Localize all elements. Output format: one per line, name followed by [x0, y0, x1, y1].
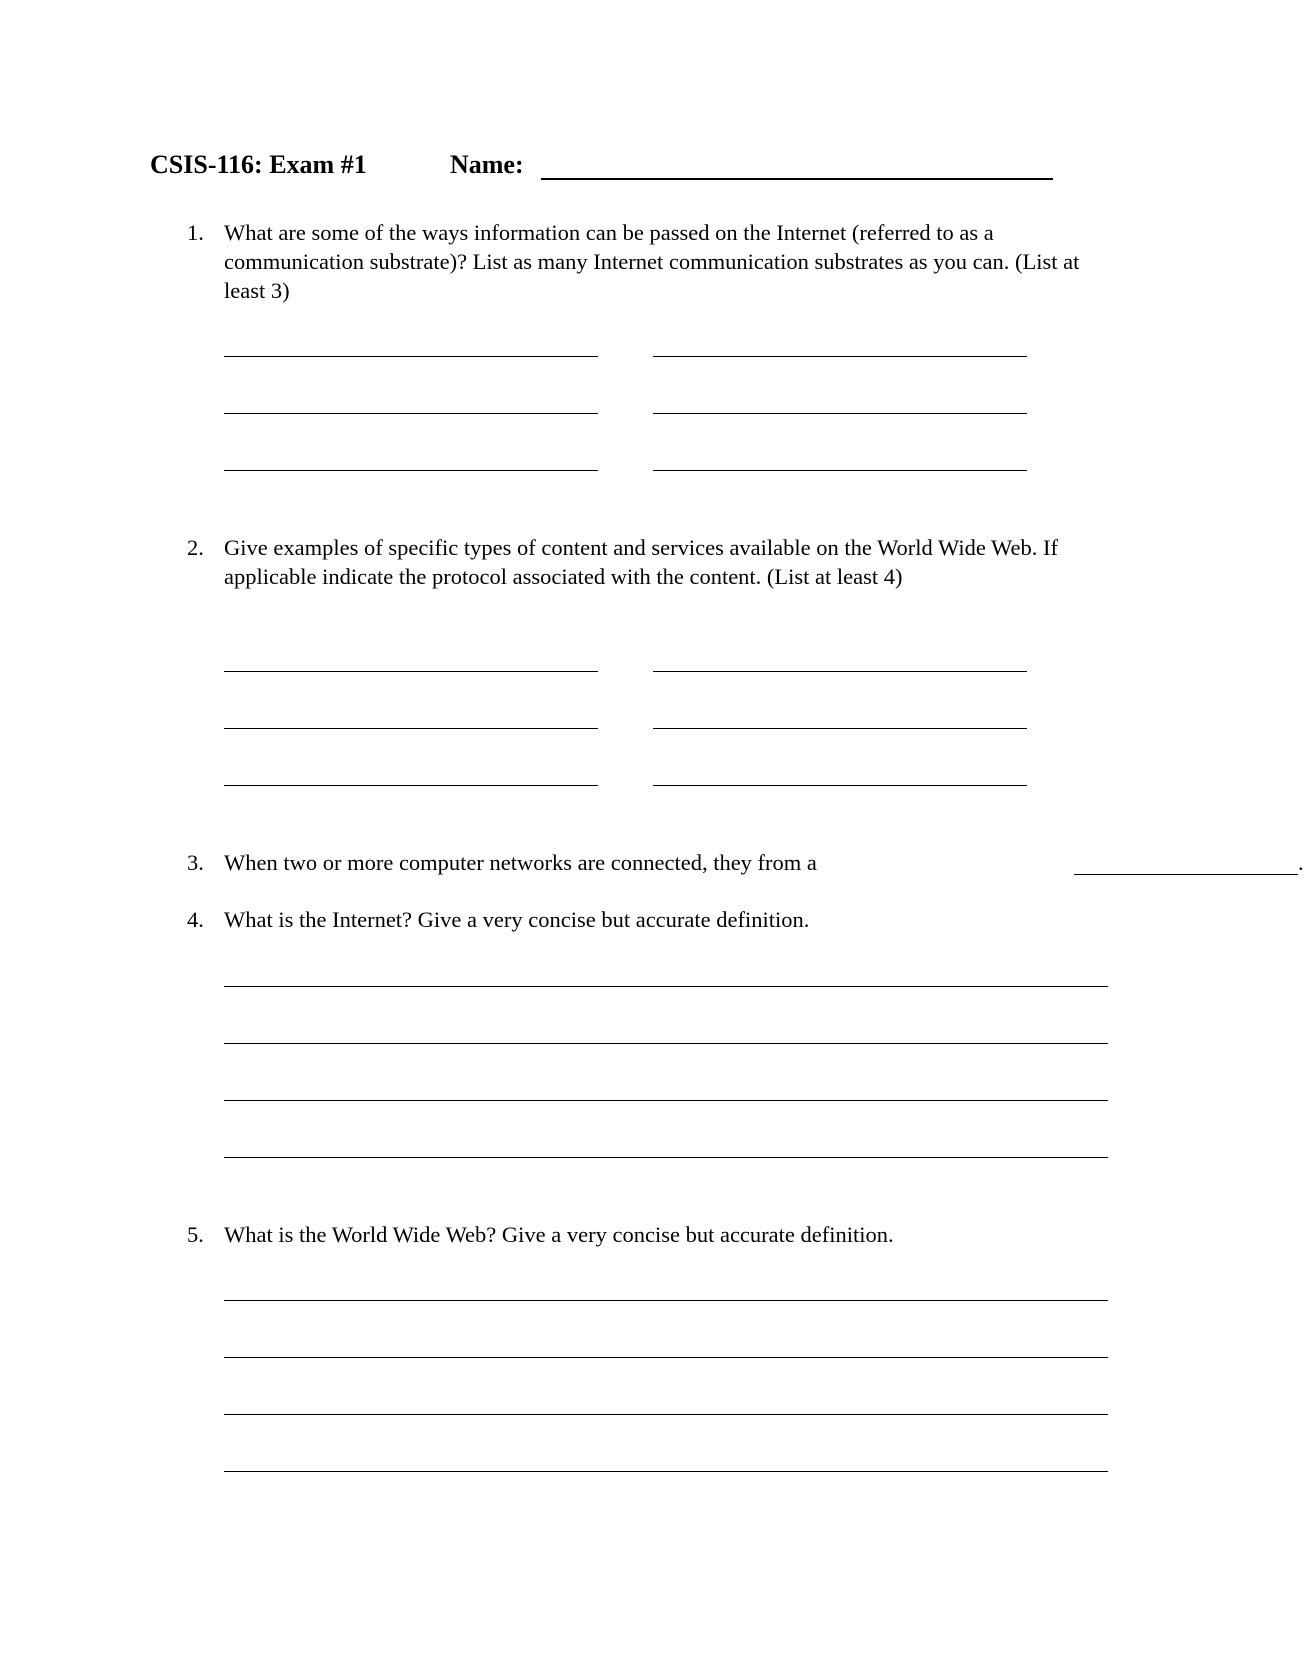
question-number: 5. [187, 1222, 204, 1247]
answer-line[interactable] [224, 1357, 1108, 1358]
answer-line[interactable] [653, 671, 1027, 672]
answer-line[interactable] [224, 413, 598, 414]
answer-line[interactable] [224, 470, 598, 471]
answer-line[interactable] [224, 1043, 1108, 1044]
answer-line[interactable] [653, 470, 1027, 471]
answer-line[interactable] [653, 785, 1027, 786]
question-number: 4. [187, 907, 204, 932]
answer-line[interactable] [224, 1471, 1108, 1472]
answer-line[interactable] [224, 1100, 1108, 1101]
answer-line[interactable] [224, 728, 598, 729]
question-suffix: . [1298, 850, 1304, 875]
question-number: 3. [187, 850, 204, 875]
question-text: What is the World Wide Web? Give a very concise but accurate definition. [224, 1222, 894, 1247]
question-text: What is the Internet? Give a very concise but accurate definition. [224, 907, 810, 932]
course-title: CSIS-116: Exam #1 [150, 150, 367, 179]
question-text: When two or more computer networks are connected, they from a [224, 850, 817, 875]
answer-line[interactable] [224, 1300, 1108, 1301]
answer-line[interactable] [224, 356, 598, 357]
answer-line[interactable] [224, 785, 598, 786]
answer-line[interactable] [224, 986, 1108, 987]
name-answer-line[interactable] [541, 178, 1053, 180]
answer-line[interactable] [653, 413, 1027, 414]
answer-line[interactable] [653, 728, 1027, 729]
answer-line[interactable] [224, 671, 598, 672]
name-label: Name: [450, 150, 524, 179]
answer-line[interactable] [224, 1157, 1108, 1158]
fill-in-blank[interactable] [1074, 874, 1298, 875]
question-number: 2. [187, 535, 204, 560]
question-text: What are some of the ways information can be passed on the Internet (referred to as a communication substrate)? List as many Internet communication substrates as you can. (List at least 3) [224, 220, 1080, 303]
exam-header [150, 150, 524, 180]
question-number: 1. [187, 220, 204, 245]
answer-line[interactable] [224, 1414, 1108, 1415]
answer-line[interactable] [653, 356, 1027, 357]
question-text: Give examples of specific types of content and services available on the World Wide Web. If applicable indicate the protocol associated with the content. (List at least 4) [224, 535, 1058, 589]
